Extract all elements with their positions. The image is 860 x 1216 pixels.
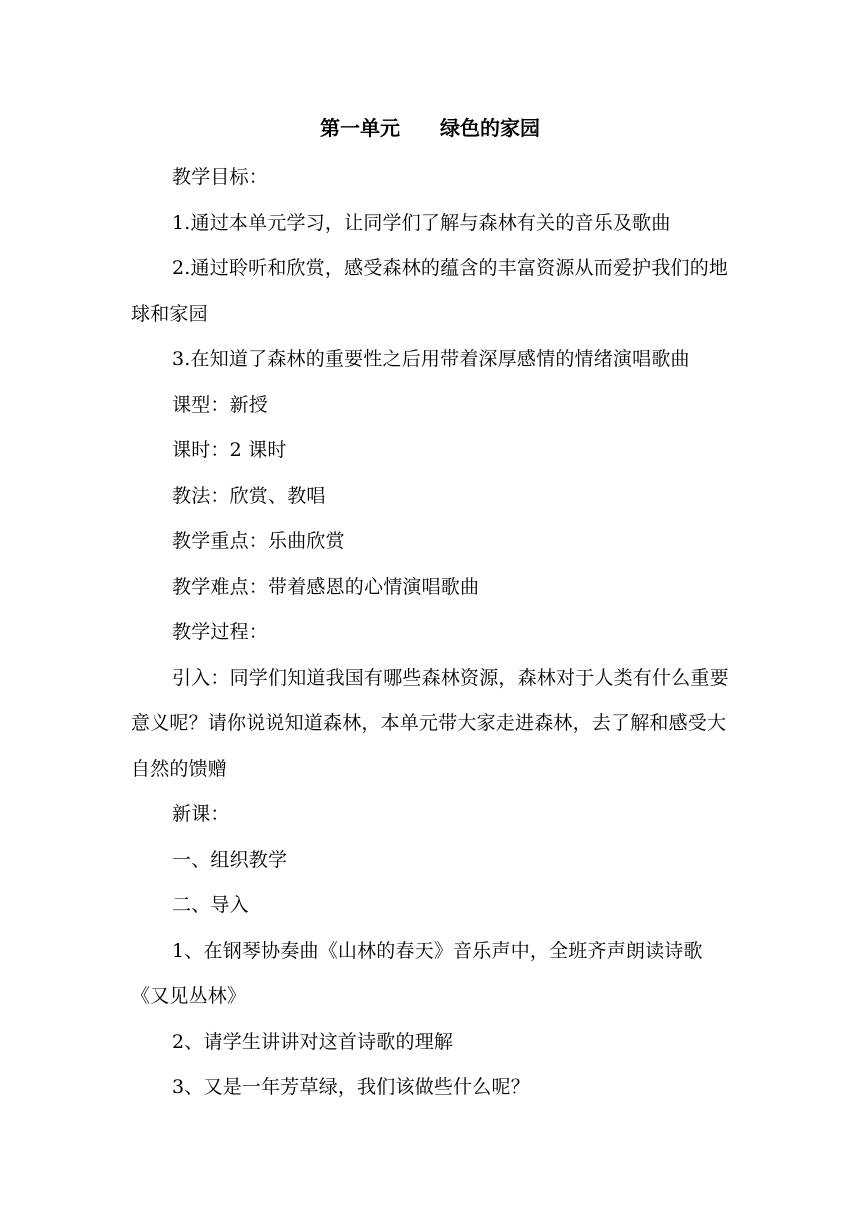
paragraph-goal-1: 1.通过本单元学习，让同学们了解与森林有关的音乐及歌曲 bbox=[172, 211, 671, 234]
paragraph-class-hours: 课时：2 课时 bbox=[172, 439, 287, 461]
paragraph-goal-3: 3.在知道了森林的重要性之后用带着深厚感情的情绪演唱歌曲 bbox=[172, 348, 690, 370]
paragraph-teaching-method: 教法：欣赏、教唱 bbox=[172, 484, 326, 507]
document-title: 第一单元 绿色的家园 bbox=[320, 116, 540, 140]
paragraph-lesson-type: 课型：新授 bbox=[172, 393, 269, 416]
paragraph-introduction: 引入：同学们知道我国有哪些森林资源，森林对于人类有什么重要意义呢？请你说说知道森林，本单元带大家走进森林，去了解和感受大自然的馈赠 bbox=[131, 666, 729, 780]
document-body bbox=[131, 155, 735, 1111]
paragraph-lead-in-3: 3、又是一年芳草绿，我们该做些什么呢？ bbox=[172, 1076, 530, 1098]
paragraph-step-organize: 一、组织教学 bbox=[172, 848, 288, 871]
paragraph-difficult-point: 教学难点：带着感恩的心情演唱歌曲 bbox=[172, 575, 480, 598]
paragraph-key-point: 教学重点：乐曲欣赏 bbox=[172, 530, 345, 552]
paragraph-lead-in-2: 2、请学生讲讲对这首诗歌的理解 bbox=[172, 1030, 454, 1053]
paragraph-teaching-process-heading: 教学过程： bbox=[172, 621, 269, 643]
paragraph-goal-2: 2.通过聆听和欣赏，感受森林的蕴含的丰富资源从而爱护我们的地球和家园 bbox=[131, 257, 729, 325]
paragraph-teaching-goals-heading: 教学目标： bbox=[172, 166, 269, 188]
paragraph-new-lesson-heading: 新课： bbox=[172, 803, 230, 825]
paragraph-lead-in-1: 1、在钢琴协奏曲《山林的春天》音乐声中，全班齐声朗读诗歌《又见丛林》 bbox=[131, 939, 703, 1007]
paragraph-step-lead-in: 二、导入 bbox=[172, 894, 249, 916]
